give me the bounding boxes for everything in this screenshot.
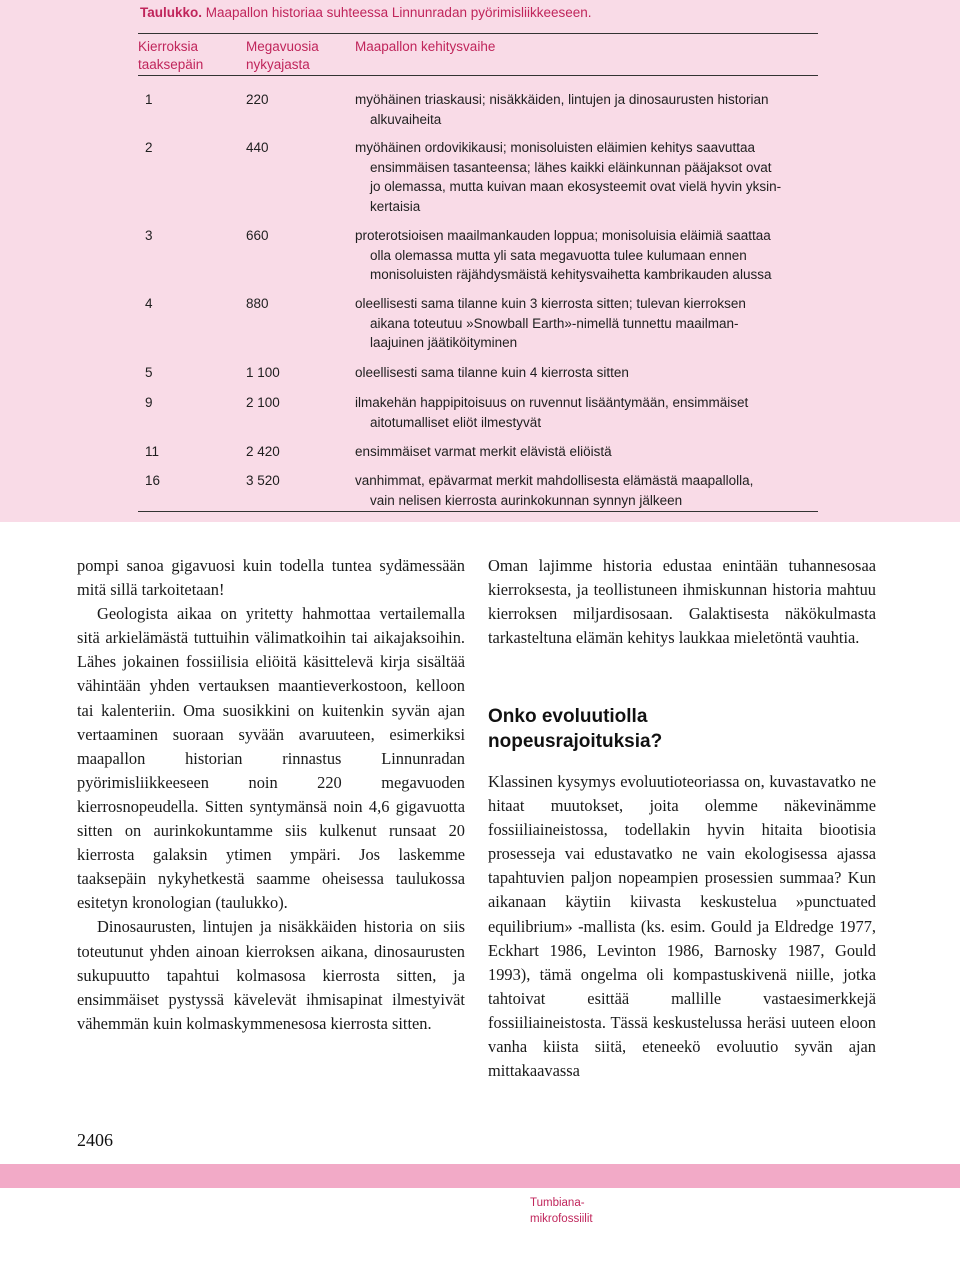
caption-text: Maapallon historiaa suhteessa Linnunradan pyörimisliikkeeseen. bbox=[205, 5, 592, 20]
cell-stage: vanhimmat, epävarmat merkit mahdollisesta elämästä maapallolla, vain nelisen kierrosta aurinkokunnan synnyn jälkeen bbox=[355, 473, 754, 508]
cell-stage: oleellisesti sama tilanne kuin 4 kierrosta sitten bbox=[355, 365, 629, 380]
cell-rounds: 16 bbox=[145, 473, 161, 488]
header-rounds: Kierroksia taaksepäin bbox=[138, 39, 204, 72]
cell-rounds: 9 bbox=[145, 395, 153, 410]
body-column-right bbox=[488, 554, 876, 650]
body-column-left bbox=[77, 554, 465, 1036]
paragraph: Geologista aikaa on yritetty hahmottaa vertailemalla sitä arkielämästä tuttuihin välimatkoihin tai aikajaksoihin. Lähes jokainen fossiilisia eliöitä käsittelevä kirja sisältää vähintään yhden vertauksen maantieverkostoon, kelloon tai kalenteriin. Oma suosikkini on kuitenkin syvän ajan vertaaminen suoraan syvään avaruuteen, esimerkiksi maapallon historian rinnastus Linnunradan pyörimisliikkeeseen noin 220 megavuoden kierrosnopeudella. Sitten syntymänsä noin 4,6 gigavuotta sitten on aurinkokuntamme siis kulkenut runsaat 20 kierrosta galaksin ytimen ympäri. Jos laskemme taaksepäin nykyhetkestä saamme oheisessa taulukossa esitetyn kronologian (taulukko). bbox=[77, 604, 465, 913]
cell-stage: ensimmäiset varmat merkit elävistä eliöistä bbox=[355, 444, 612, 459]
cell-stage: ilmakehän happipitoisuus on ruvennut lisääntymään, ensimmäiset aitotumalliset eliöt ilmestyvät bbox=[355, 395, 749, 430]
paragraph: Dinosaurusten, lintujen ja nisäkkäiden historia on siis toteutunut yhden ainoan kierroksen aikana, dinosaurusten sukupuutto tapahtui kolmasosa kierrosta sitten, ja ensimmäiset pystyssä kävelevät ihmisapinat ilmestyivät vähemmän kuin kolmaskymmenesosa kierrosta sitten. bbox=[77, 917, 465, 1033]
header-stage: Maapallon kehitysvaihe bbox=[355, 39, 496, 54]
cell-megayears: 440 bbox=[246, 140, 269, 155]
cell-rounds: 5 bbox=[145, 365, 153, 380]
cell-rounds: 1 bbox=[145, 92, 153, 107]
figure-caption: Tumbiana- mikrofossiilit bbox=[530, 1197, 593, 1225]
header-megayears: Megavuosia nykyajasta bbox=[246, 39, 319, 72]
body-column-right-continued bbox=[488, 770, 876, 1083]
cell-stage: myöhäinen ordovikikausi; monisoluisten eläimien kehitys saavuttaa ensimmäisen tasanteensa; lähes kaikki eläinkunnan pääjaksot ovat jo olemassa, mutta kuivan maan ekosysteemit ovat vielä hyvin yksin- kertaisia bbox=[355, 140, 782, 214]
cell-megayears: 2 100 bbox=[246, 395, 280, 410]
cell-stage: proterotsioisen maailmankauden loppua; monisoluisia eläimiä saattaa olla olemassa mutta yli sata megavuotta tulee kulumaan ennen monisoluisten räjähdysmäistä kehitysvaihetta kambrikauden alussa bbox=[355, 228, 772, 282]
cell-megayears: 660 bbox=[246, 228, 269, 243]
table-top-rule bbox=[138, 33, 818, 34]
cell-megayears: 220 bbox=[246, 92, 269, 107]
cell-rounds: 11 bbox=[145, 444, 160, 459]
table-bottom-rule bbox=[138, 511, 818, 512]
section-heading: Onko evoluutiolla nopeusrajoituksia? bbox=[488, 706, 663, 752]
table-caption bbox=[140, 5, 940, 20]
cell-megayears: 880 bbox=[246, 296, 269, 311]
page-number: 2406 bbox=[77, 1130, 113, 1150]
cell-stage: oleellisesti sama tilanne kuin 3 kierrosta sitten; tulevan kierroksen aikana toteutuu »Snowball Earth»-nimellä tunnettu maailman- laajuinen jäätiköityminen bbox=[355, 296, 746, 350]
paragraph: Klassinen kysymys evoluutioteoriassa on, kuvastavatko ne hitaat muutokset, joita olemme näkevinämme fossiiliaineistossa, todellakin hyvin hitaita biootisia prosesseja vai edustavatko ne vain ekologisessa ajassa tapahtuvien paljon nopeampien prosessien summaa? Kun aikanaan käytiin kiivasta keskustelua »punctuated equilibrium» -mallista (ks. esim. Gould ja Eldredge 1977, Eckhart 1986, Levinton 1986, Barnosky 1987, Gould 1993), tämä ongelma oli kompastuskivenä niille, jotka tahtoivat esittää mallille vastaesimerkkejä fossiiliaineistosta. Tässä keskustelussa heräsi uuteen eloon vanha kiista siitä, eteneekö evoluutio syvän ajan mittakaavassa bbox=[488, 772, 876, 1081]
table-header-rule bbox=[138, 75, 818, 76]
cell-rounds: 4 bbox=[145, 296, 153, 311]
cell-stage: myöhäinen triaskausi; nisäkkäiden, lintujen ja dinosaurusten historian alkuvaiheita bbox=[355, 92, 769, 127]
cell-megayears: 3 520 bbox=[246, 473, 280, 488]
paragraph: pompi sanoa gigavuosi kuin todella tuntea sydämessään mitä sillä tarkoitetaan! bbox=[77, 556, 465, 600]
cell-rounds: 2 bbox=[145, 140, 153, 155]
cell-megayears: 2 420 bbox=[246, 444, 280, 459]
footer-band bbox=[0, 1164, 960, 1188]
cell-rounds: 3 bbox=[145, 228, 153, 243]
cell-megayears: 1 100 bbox=[246, 365, 280, 380]
paragraph: Oman lajimme historia edustaa enintään tuhannesosaa kierroksesta, ja teollistuneen ihmiskunnan historia mahtuu kierroksen miljardisosaan. Galaktisesta näkökulmasta tarkasteltuna elämän kehitys laukkaa mieletöntä vauhtia. bbox=[488, 556, 876, 648]
caption-label: Taulukko. bbox=[140, 5, 203, 20]
